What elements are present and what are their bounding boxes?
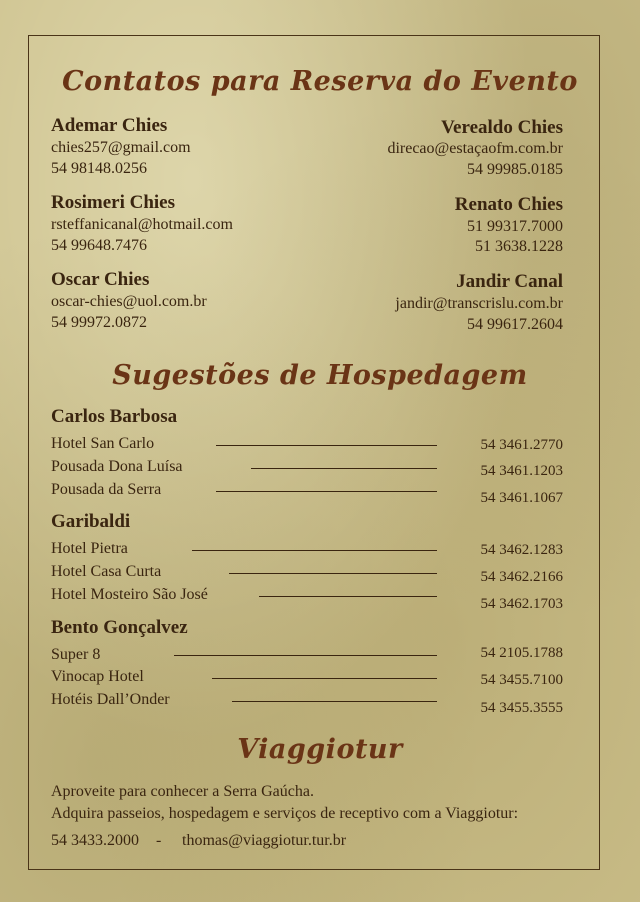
hotel-phone: 54 3455.3555	[480, 700, 563, 716]
hotel-name: Hotel Casa Curta	[51, 563, 162, 580]
leader-line	[232, 701, 437, 702]
hotel-phone: 54 3462.2166	[480, 569, 563, 585]
hotel-phone: 54 3462.1703	[480, 596, 563, 612]
city-garibaldi: Garibaldi	[51, 511, 131, 532]
contact-right-1-email[interactable]: direcao@estaçaofm.com.br	[387, 140, 563, 157]
contact-right-1-name: Verealdo Chies	[441, 117, 563, 138]
contact-left-3-name: Oscar Chies	[51, 269, 150, 290]
hotel-phone: 54 3455.7100	[480, 672, 563, 688]
leader-line	[229, 573, 437, 574]
agency-intro: Aproveite para conhecer a Serra Gaúcha.	[51, 783, 314, 800]
contact-right-2-name: Renato Chies	[454, 194, 563, 215]
hotel-name: Hotéis Dall’Onder	[51, 691, 170, 708]
lodging-title: Sugestões de Hospedagem	[112, 360, 528, 391]
leader-line	[216, 445, 437, 446]
hotel-name: Vinocap Hotel	[51, 668, 144, 685]
hotel-name: Pousada Dona Luísa	[51, 458, 183, 475]
hotel-name: Super 8	[51, 646, 101, 663]
hotel-name: Hotel Mosteiro São José	[51, 586, 208, 603]
city-bento-goncalvez: Bento Gonçalvez	[51, 617, 188, 638]
leader-line	[212, 678, 437, 679]
hotel-name: Hotel San Carlo	[51, 435, 155, 452]
contact-right-3-name: Jandir Canal	[456, 271, 563, 292]
contact-right-3-phone: 54 99617.2604	[467, 316, 563, 333]
agency-separator: -	[156, 832, 162, 849]
contact-left-1-email[interactable]: chies257@gmail.com	[51, 139, 191, 156]
contact-right-2-phone-1: 51 99317.7000	[467, 218, 563, 235]
contact-left-2-phone: 54 99648.7476	[51, 237, 147, 254]
contact-left-1-phone: 54 98148.0256	[51, 160, 147, 177]
hotel-phone: 54 2105.1788	[480, 645, 563, 661]
city-carlos-barbosa: Carlos Barbosa	[51, 406, 178, 427]
hotel-phone: 54 3461.2770	[480, 437, 563, 453]
contact-right-3-email[interactable]: jandir@transcrislu.com.br	[395, 295, 563, 312]
agency-email[interactable]: thomas@viaggiotur.tur.br	[182, 832, 347, 849]
contact-right-2-phone-2: 51 3638.1228	[475, 238, 563, 255]
contact-left-2-email[interactable]: rsteffanicanal@hotmail.com	[51, 216, 233, 233]
agency-title: Viaggiotur	[237, 734, 403, 765]
hotel-phone: 54 3461.1067	[480, 490, 563, 506]
contacts-title: Contatos para Reserva do Evento	[62, 66, 578, 97]
leader-line	[251, 468, 437, 469]
agency-phone: 54 3433.2000	[51, 832, 139, 849]
contact-left-3-email[interactable]: oscar-chies@uol.com.br	[51, 293, 207, 310]
contact-left-3-phone: 54 99972.0872	[51, 314, 147, 331]
leader-line	[259, 596, 437, 597]
hotel-name: Hotel Pietra	[51, 540, 128, 557]
leader-line	[216, 491, 437, 492]
hotel-phone: 54 3461.1203	[480, 463, 563, 479]
contact-left-2-name: Rosimeri Chies	[51, 192, 176, 213]
leader-line	[192, 550, 437, 551]
leader-line	[174, 655, 437, 656]
agency-offer: Adquira passeios, hospedagem e serviços de receptivo com a Viaggiotur:	[51, 805, 519, 822]
contact-left-1-name: Ademar Chies	[51, 115, 168, 136]
hotel-name: Pousada da Serra	[51, 481, 162, 498]
hotel-phone: 54 3462.1283	[480, 542, 563, 558]
contact-right-1-phone: 54 99985.0185	[467, 161, 563, 178]
